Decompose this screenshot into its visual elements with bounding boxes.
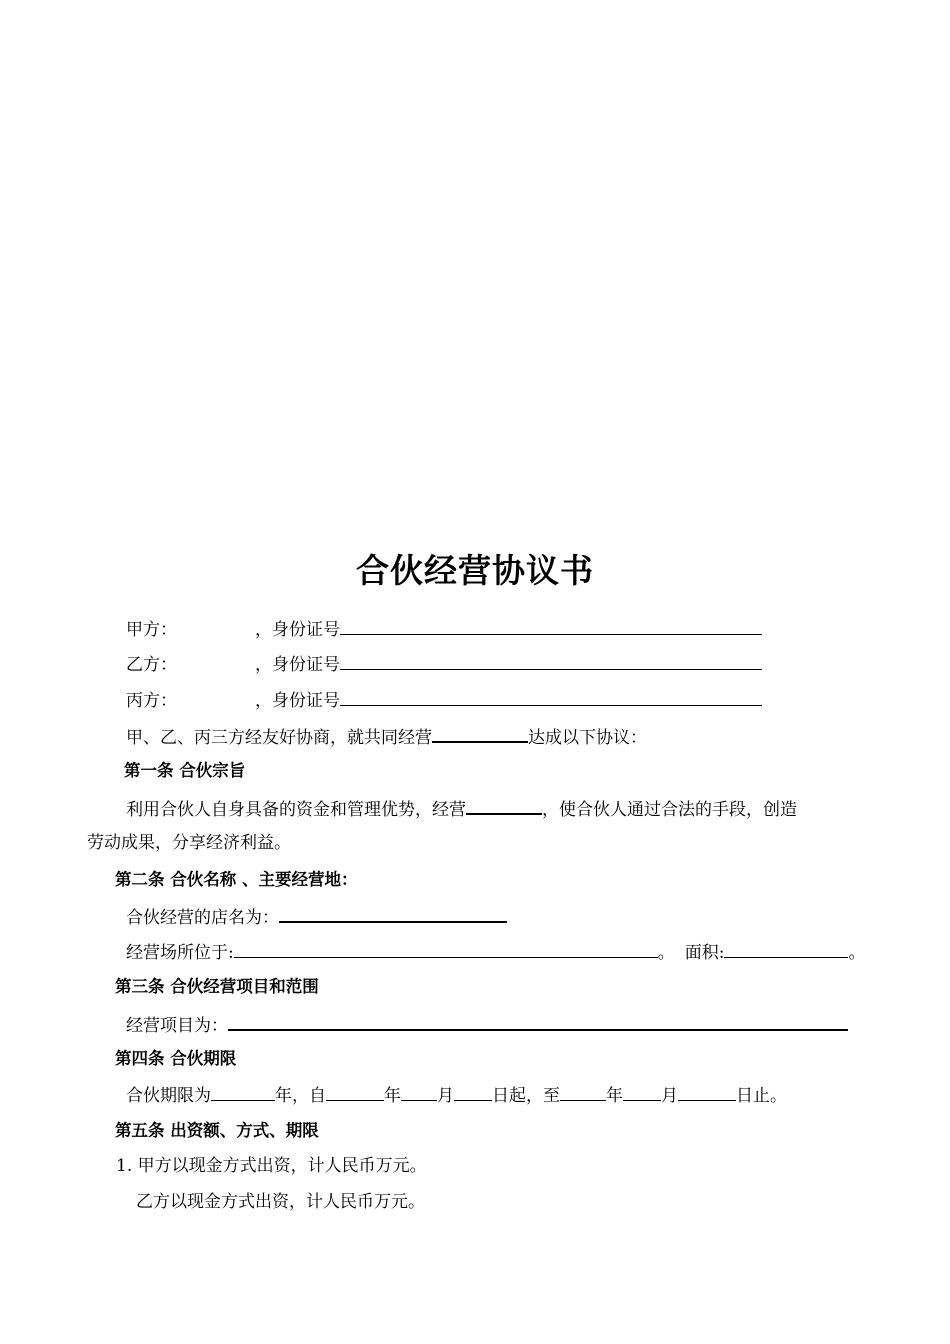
area-label: 面积: bbox=[684, 943, 725, 963]
article-2-heading: 第二条 合伙名称 、主要经营地： bbox=[115, 870, 358, 889]
party-label: 甲方： bbox=[126, 620, 177, 640]
intro-text-end: 达成以下协议： bbox=[528, 728, 647, 748]
term-text: 日起，至 bbox=[492, 1086, 560, 1106]
area-blank[interactable] bbox=[724, 940, 848, 958]
business-scope-blank[interactable] bbox=[466, 796, 542, 815]
party-bing-line bbox=[126, 688, 762, 712]
term-text: 合伙期限为 bbox=[126, 1086, 211, 1106]
start-day-blank[interactable] bbox=[454, 1083, 492, 1101]
id-number-blank[interactable] bbox=[340, 688, 762, 706]
id-number-blank[interactable] bbox=[340, 617, 762, 635]
end-year-blank[interactable] bbox=[560, 1083, 606, 1101]
location-label: 经营场所位于: bbox=[126, 943, 234, 963]
term-text: 月 bbox=[661, 1086, 678, 1106]
location-blank[interactable] bbox=[234, 940, 658, 958]
article-3-heading: 第三条 合伙经营项目和范围 bbox=[115, 977, 319, 996]
project-line bbox=[126, 1012, 848, 1037]
article-1-text: 利用合伙人自身具备的资金和管理优势，经营 bbox=[126, 800, 466, 820]
party-jia-line bbox=[126, 617, 762, 641]
term-line bbox=[126, 1083, 787, 1107]
term-years-blank[interactable] bbox=[211, 1083, 275, 1101]
project-label: 经营项目为： bbox=[126, 1016, 228, 1036]
business-blank[interactable] bbox=[432, 724, 528, 743]
end-month-blank[interactable] bbox=[623, 1083, 661, 1101]
article-5-heading: 第五条 出资额、方式、期限 bbox=[115, 1121, 319, 1140]
document-title: 合伙经营协议书 bbox=[356, 551, 594, 590]
end-day-blank[interactable] bbox=[678, 1083, 736, 1101]
start-month-blank[interactable] bbox=[401, 1083, 437, 1101]
article-1-text-end: ，使合伙人通过合法的手段，创造 bbox=[542, 800, 797, 820]
term-text: 日止。 bbox=[736, 1086, 787, 1106]
article-1-heading: 第一条 合伙宗旨 bbox=[124, 761, 246, 780]
shop-name-label: 合伙经营的店名为： bbox=[126, 908, 279, 928]
article-1-line-1 bbox=[126, 796, 797, 821]
intro-line bbox=[126, 724, 647, 749]
id-label: ，身份证号 bbox=[255, 691, 340, 711]
article-1-line-2: 劳动成果，分享经济利益。 bbox=[87, 833, 291, 853]
term-text: 月 bbox=[437, 1086, 454, 1106]
party-label: 乙方： bbox=[126, 655, 177, 675]
shop-name-line bbox=[126, 904, 507, 929]
article-4-heading: 第四条 合伙期限 bbox=[115, 1049, 237, 1068]
location-line bbox=[126, 940, 865, 964]
contribution-item-2: 乙方以现金方式出资，计人民币万元。 bbox=[136, 1192, 425, 1212]
party-label: 丙方： bbox=[126, 691, 177, 711]
contribution-item-1: 1. 甲方以现金方式出资，计人民币万元。 bbox=[116, 1156, 427, 1176]
intro-text: 甲、乙、丙三方经友好协商，就共同经营 bbox=[126, 728, 432, 748]
period: 。 bbox=[848, 943, 866, 963]
party-yi-line bbox=[126, 652, 762, 676]
id-number-blank[interactable] bbox=[340, 652, 762, 670]
term-text: 年，自 bbox=[275, 1086, 326, 1106]
shop-name-blank[interactable] bbox=[279, 904, 507, 923]
period: 。 bbox=[657, 943, 675, 963]
term-text: 年 bbox=[384, 1086, 401, 1106]
project-blank[interactable] bbox=[228, 1012, 848, 1031]
term-text: 年 bbox=[606, 1086, 623, 1106]
id-label: ，身份证号 bbox=[255, 620, 340, 640]
id-label: ，身份证号 bbox=[255, 655, 340, 675]
start-year-blank[interactable] bbox=[326, 1083, 384, 1101]
